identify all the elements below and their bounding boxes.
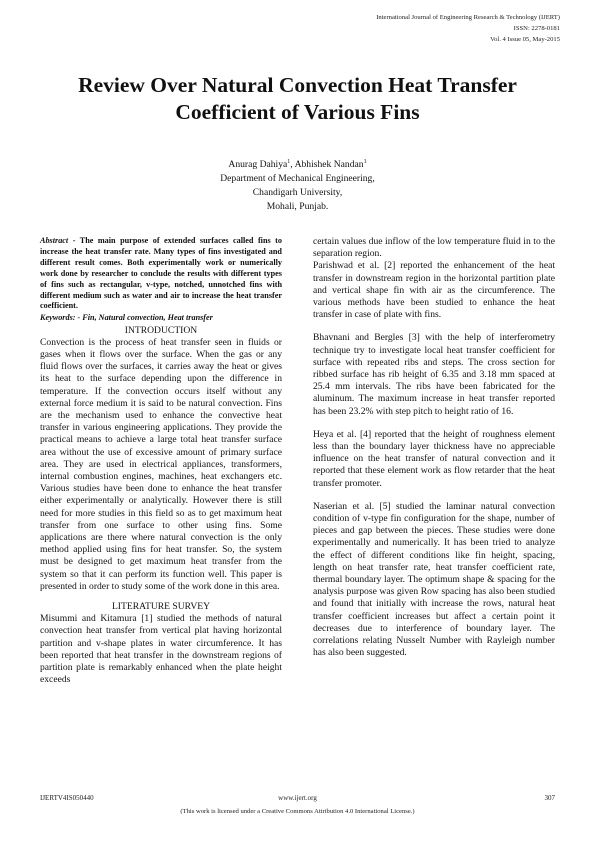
volume-issue: Vol. 4 Issue 05, May-2015: [490, 36, 560, 43]
journal-name: International Journal of Engineering Research & Technology (IJERT): [376, 14, 560, 21]
lit-heading: LITERATURE SURVEY: [111, 601, 211, 613]
right-para-5: Naserian et al. [5] studied the laminar natural convection condition of v-type fin configuration for the shape, number of pieces and gap between the pieces. These studies were done experimentally and numerically. It has been tried to analyze the effect of different conditions like fin height, spacing, length on heat transfer rate, heat transfer coefficient rate, thermal boundary layer. The optimum shape & spacing for the analysis purpose was given Row spacing has also been studied and found that initially with increase the rows, natural heat transfer coefficient increases but affect a certain point it decreases due to interference of boundary layer. The correlations relating Nusselt Number with Rayleigh number has also been suggested.: [313, 500, 555, 659]
title-line-1: Review Over Natural Convection Heat Transfer: [78, 73, 517, 97]
issn: ISSN: 2278-0181: [513, 25, 560, 32]
license-note: (This work is licensed under a Creative Commons Attribution 4.0 International License.): [180, 808, 415, 815]
author-1: Anurag Dahiya: [228, 159, 288, 170]
intro-heading: INTRODUCTION: [124, 324, 198, 336]
right-column: [313, 236, 555, 660]
keywords: Keywords: - Fin, Natural convection, Heat transfer: [40, 313, 213, 323]
affiliation-dept: Department of Mechanical Engineering,: [220, 173, 375, 184]
author-block: [0, 158, 595, 214]
intro-text: Convection is the process of heat transfer seen in fluids or gases when it flows over the surface. When the gas or any fluid flows over the surfaces, it carries away the heat or gives its heat to the surface depending upon the difference in temperature. If the convection occurs itself without any external force medium it is said to be natural convection. Fins are the mechanism used to enhance the convective heat transfer in various engineering applications. They provide the practical means to achieve a large total heat transfer surface area without the use of excessive amount of primary surface area. They are used in electrical appliances, transformers, internal combustion engines, machines, heat exchangers etc. Various studies have been done to enhance the heat transfer either experimentally or analytically. However there is still need for more studies in this field so as to get maximum heat transfer from one surface to other using fins. Some applications are there where natural convection is the only method applied using fins for heat transfer. So, the system must be designed to get maximum heat transfer from the system so that it can perform its function well. This paper is presented in order to study some of the work done in this area.: [40, 336, 282, 592]
right-para-3: Bhavnani and Bergles [3] with the help of interferometry technique try to investigate local heat transfer coefficient for surface with repeated ribs and steps. The cross section for ribbed surface has rib height of 6.35 and 3.18 mm spaced at 25.4 mm intervals. The ribs have been fabricated for the aluminum. The maximum increase in heat transfer reported has been 23.2% with step pitch to height ratio of 16.: [313, 332, 555, 417]
author-2-affil: 1: [363, 158, 367, 165]
paper-id: IJERTV4IS050440: [40, 794, 94, 802]
affiliation-city: Mohali, Punjab.: [266, 201, 329, 212]
abstract-label: Abstract: [40, 236, 69, 245]
left-column: [40, 236, 282, 686]
right-para-2: Parishwad et al. [2] reported the enhancement of the heat transfer in downstream region in the horizontal partition plate and vertical shape fin with air as the circumference. The various methods have been studied to enhance the heat transfer in case of plate with fins.: [313, 260, 555, 321]
abstract-text: - The main purpose of extended surfaces called fins to increase the heat transfer rate. Many types of fins investigated and different result comes. Both experimentally work or numerically work done by researcher to conclude the results with different types of fins such as rectangular, v-type, notched, unnotched fins with different medium such as water and air to increase the heat transfer coefficient.: [40, 236, 282, 311]
right-para-4: Heya et al. [4] reported that the height of roughness element less than the boundary layer thickness have no appreciable influence on the heat transfer of natural convection and it reported that these element work as flow retarder that the heat transfer promoter.: [313, 428, 555, 489]
paper-title: [0, 72, 595, 126]
site-link-wrap: [0, 794, 595, 802]
right-para-1: certain values due inflow of the low temperature fluid in to the separation region.: [313, 236, 555, 260]
abstract: [40, 236, 282, 312]
site-link[interactable]: www.ijert.org: [278, 794, 317, 802]
author-2: Abhishek Nandan: [294, 159, 364, 170]
author-separator: ,: [290, 159, 295, 170]
author-1-affil: 1: [287, 158, 291, 165]
title-line-2: Coefficient of Various Fins: [175, 100, 420, 124]
page-number: 307: [544, 794, 555, 802]
lit-text: Misummi and Kitamura [1] studied the methods of natural convection heat transfer from vertical plat having horizontal partition and v-shape plates in water circumference. It has been reported that heat transfer in the downstream regions of partition plate is remarkably enhanced when the plate height exceeds: [40, 613, 282, 686]
author-names: [0, 158, 595, 172]
journal-header: [376, 12, 560, 45]
affiliation-univ: Chandigarh University,: [252, 187, 343, 198]
